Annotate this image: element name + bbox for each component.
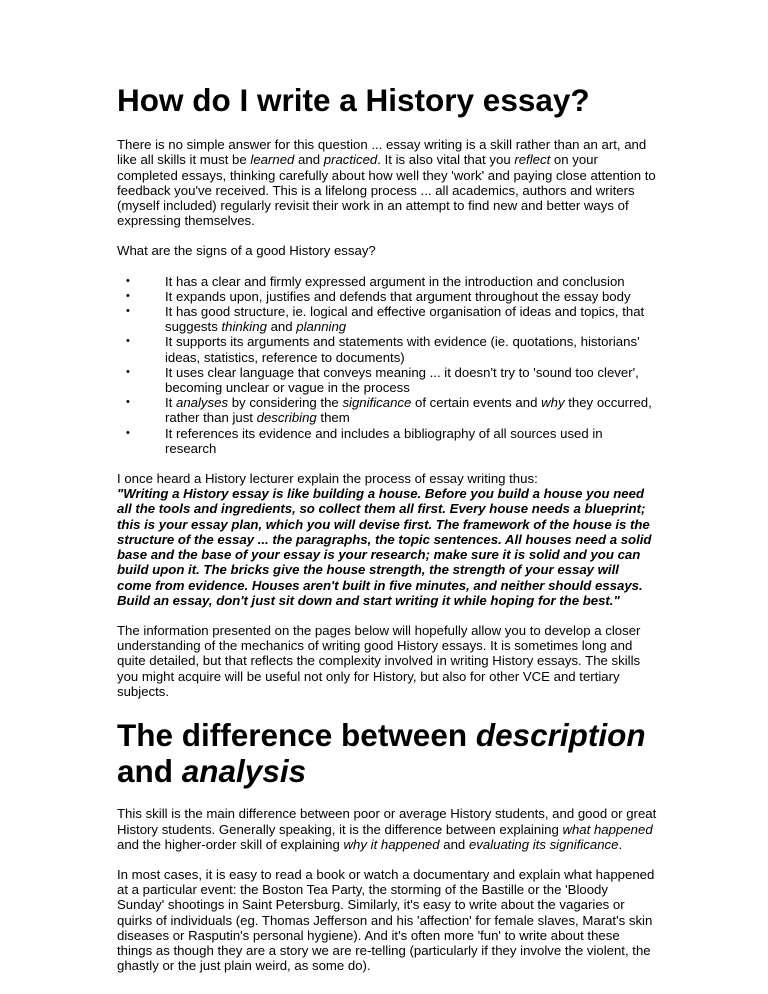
list-item-emphasis: significance xyxy=(342,395,412,411)
paragraph-text: This skill is the main difference between poor or average History students, and good or great History students. Generally speaking, it is the difference between explaining xyxy=(117,806,657,837)
list-item-text: them xyxy=(316,410,350,426)
bullet-icon: • xyxy=(126,305,130,318)
list-item xyxy=(117,334,657,364)
bullet-icon: • xyxy=(126,365,130,378)
section-title-text: The difference between xyxy=(117,716,476,753)
list-item-text: It supports its arguments and statements with evidence (ie. quotations, historians' ideas, statistics, reference to documents) xyxy=(165,334,640,365)
section-title-emphasis: analysis xyxy=(181,753,307,790)
bullet-icon: • xyxy=(126,335,130,348)
list-item xyxy=(117,274,657,289)
section-title xyxy=(117,717,657,789)
lecturer-quote: "Writing a History essay is like building a house. Before you build a house you need all the tools and ingredients, so collect them all first. Every house needs a blueprint; this is your essay plan, which you will devise first. The framework of the house is the structure of the essay ... the paragraphs, the topic sentences. All houses need a solid base and the base of your essay is your research; make sure it is solid and you can build upon it. The bricks give the house strength, the strength of your essay will come from evidence. Houses aren't built in five minutes, and neither should essays. Build an essay, don't just sit down and start writing it while hoping for the best." xyxy=(117,486,652,608)
list-item-text: and xyxy=(266,319,297,335)
section-title-text: and xyxy=(117,753,182,790)
list-item-emphasis: describing xyxy=(256,410,317,426)
list-item-text: It has a clear and firmly expressed argument in the introduction and conclusion xyxy=(165,273,625,289)
intro-paragraph xyxy=(117,137,657,228)
list-item-text: by considering the xyxy=(228,395,343,411)
list-item-text: It has good structure, ie. logical and effective organisation of ideas and topics, that suggests xyxy=(165,304,645,335)
intro-text: on your completed essays, thinking carefully about how well they 'work' and paying close attention to feedback you've received. This is a lifelong process ... all academics, authors and writers (myself included) regularly revisit their work in an attempt to find new and better ways of expressing themselves. xyxy=(117,152,656,229)
list-item xyxy=(117,304,657,334)
intro-emphasis-reflect: reflect xyxy=(514,152,551,168)
cases-paragraph: In most cases, it is easy to read a book or watch a documentary and explain what happened at a particular event: the Boston Tea Party, the storming of the Bastille or the 'Bloody Sunday' shootings in Saint Petersburg. Similarly, it's easy to write about the vagaries or quirks of individuals (eg. Thomas Jefferson and his 'affection' for female slaves, Marat's skin diseases or Rasputin's personal hygiene). And it's often more 'fun' to write about these things as though they are a story we are re-telling (particularly if they involve the violent, the ghastly or the just plain weird, as some do). xyxy=(117,866,655,974)
list-item xyxy=(117,365,657,395)
intro-emphasis-practiced: practiced xyxy=(323,152,378,168)
list-item-text: It uses clear language that conveys meaning ... it doesn't try to 'sound too clever', becoming unclear or vague in the process xyxy=(165,364,639,396)
list-item-text: of certain events and xyxy=(411,395,542,411)
list-item-text: It expands upon, justifies and defends that argument throughout the essay body xyxy=(165,288,631,304)
paragraph-text: and xyxy=(439,836,469,852)
list-item-emphasis: analyses xyxy=(176,395,229,411)
bullet-icon: • xyxy=(126,274,130,287)
paragraph-emphasis: why it happened xyxy=(343,836,440,852)
list-item-emphasis: why xyxy=(541,395,565,411)
intro-emphasis-learned: learned xyxy=(250,152,295,168)
list-item-text: It xyxy=(165,395,176,411)
bullet-icon: • xyxy=(126,289,130,302)
intro-text: and xyxy=(294,152,324,168)
paragraph-text: and the higher-order skill of explaining xyxy=(117,836,344,852)
list-item-emphasis: planning xyxy=(296,319,347,335)
list-item-text: they occurred, rather than just xyxy=(165,395,652,426)
skill-paragraph xyxy=(117,806,657,852)
bullet-icon: • xyxy=(126,426,130,439)
signs-question: What are the signs of a good History essay? xyxy=(117,243,376,259)
info-paragraph: The information presented on the pages below will hopefully allow you to develop a closer understanding of the mechanics of writing good History essays. It is sometimes long and quite detailed, but that reflects the complexity involved in writing History essays. The skills you might acquire will be useful not only for History, but also for other VCE and tertiary subjects. xyxy=(117,622,641,699)
paragraph-emphasis: evaluating its significance xyxy=(468,836,619,852)
list-item xyxy=(117,426,657,456)
page-title: How do I write a History essay? xyxy=(117,82,590,118)
list-item-emphasis: thinking xyxy=(221,319,267,335)
list-item xyxy=(117,289,657,304)
list-item-text: It references its evidence and includes a bibliography of all sources used in research xyxy=(165,425,603,456)
signs-list xyxy=(117,274,657,456)
list-item xyxy=(117,395,657,425)
section-title-emphasis: description xyxy=(475,716,646,753)
intro-text: There is no simple answer for this question ... essay writing is a skill rather than an art, and like all skills it must be xyxy=(117,137,647,168)
lecturer-intro: I once heard a History lecturer explain the process of essay writing thus: xyxy=(117,471,538,487)
bullet-icon: • xyxy=(126,396,130,409)
document-page xyxy=(117,82,657,973)
paragraph-text: . xyxy=(618,836,623,852)
intro-text: . It is also vital that you xyxy=(377,152,515,168)
paragraph-emphasis: what happened xyxy=(562,821,653,837)
